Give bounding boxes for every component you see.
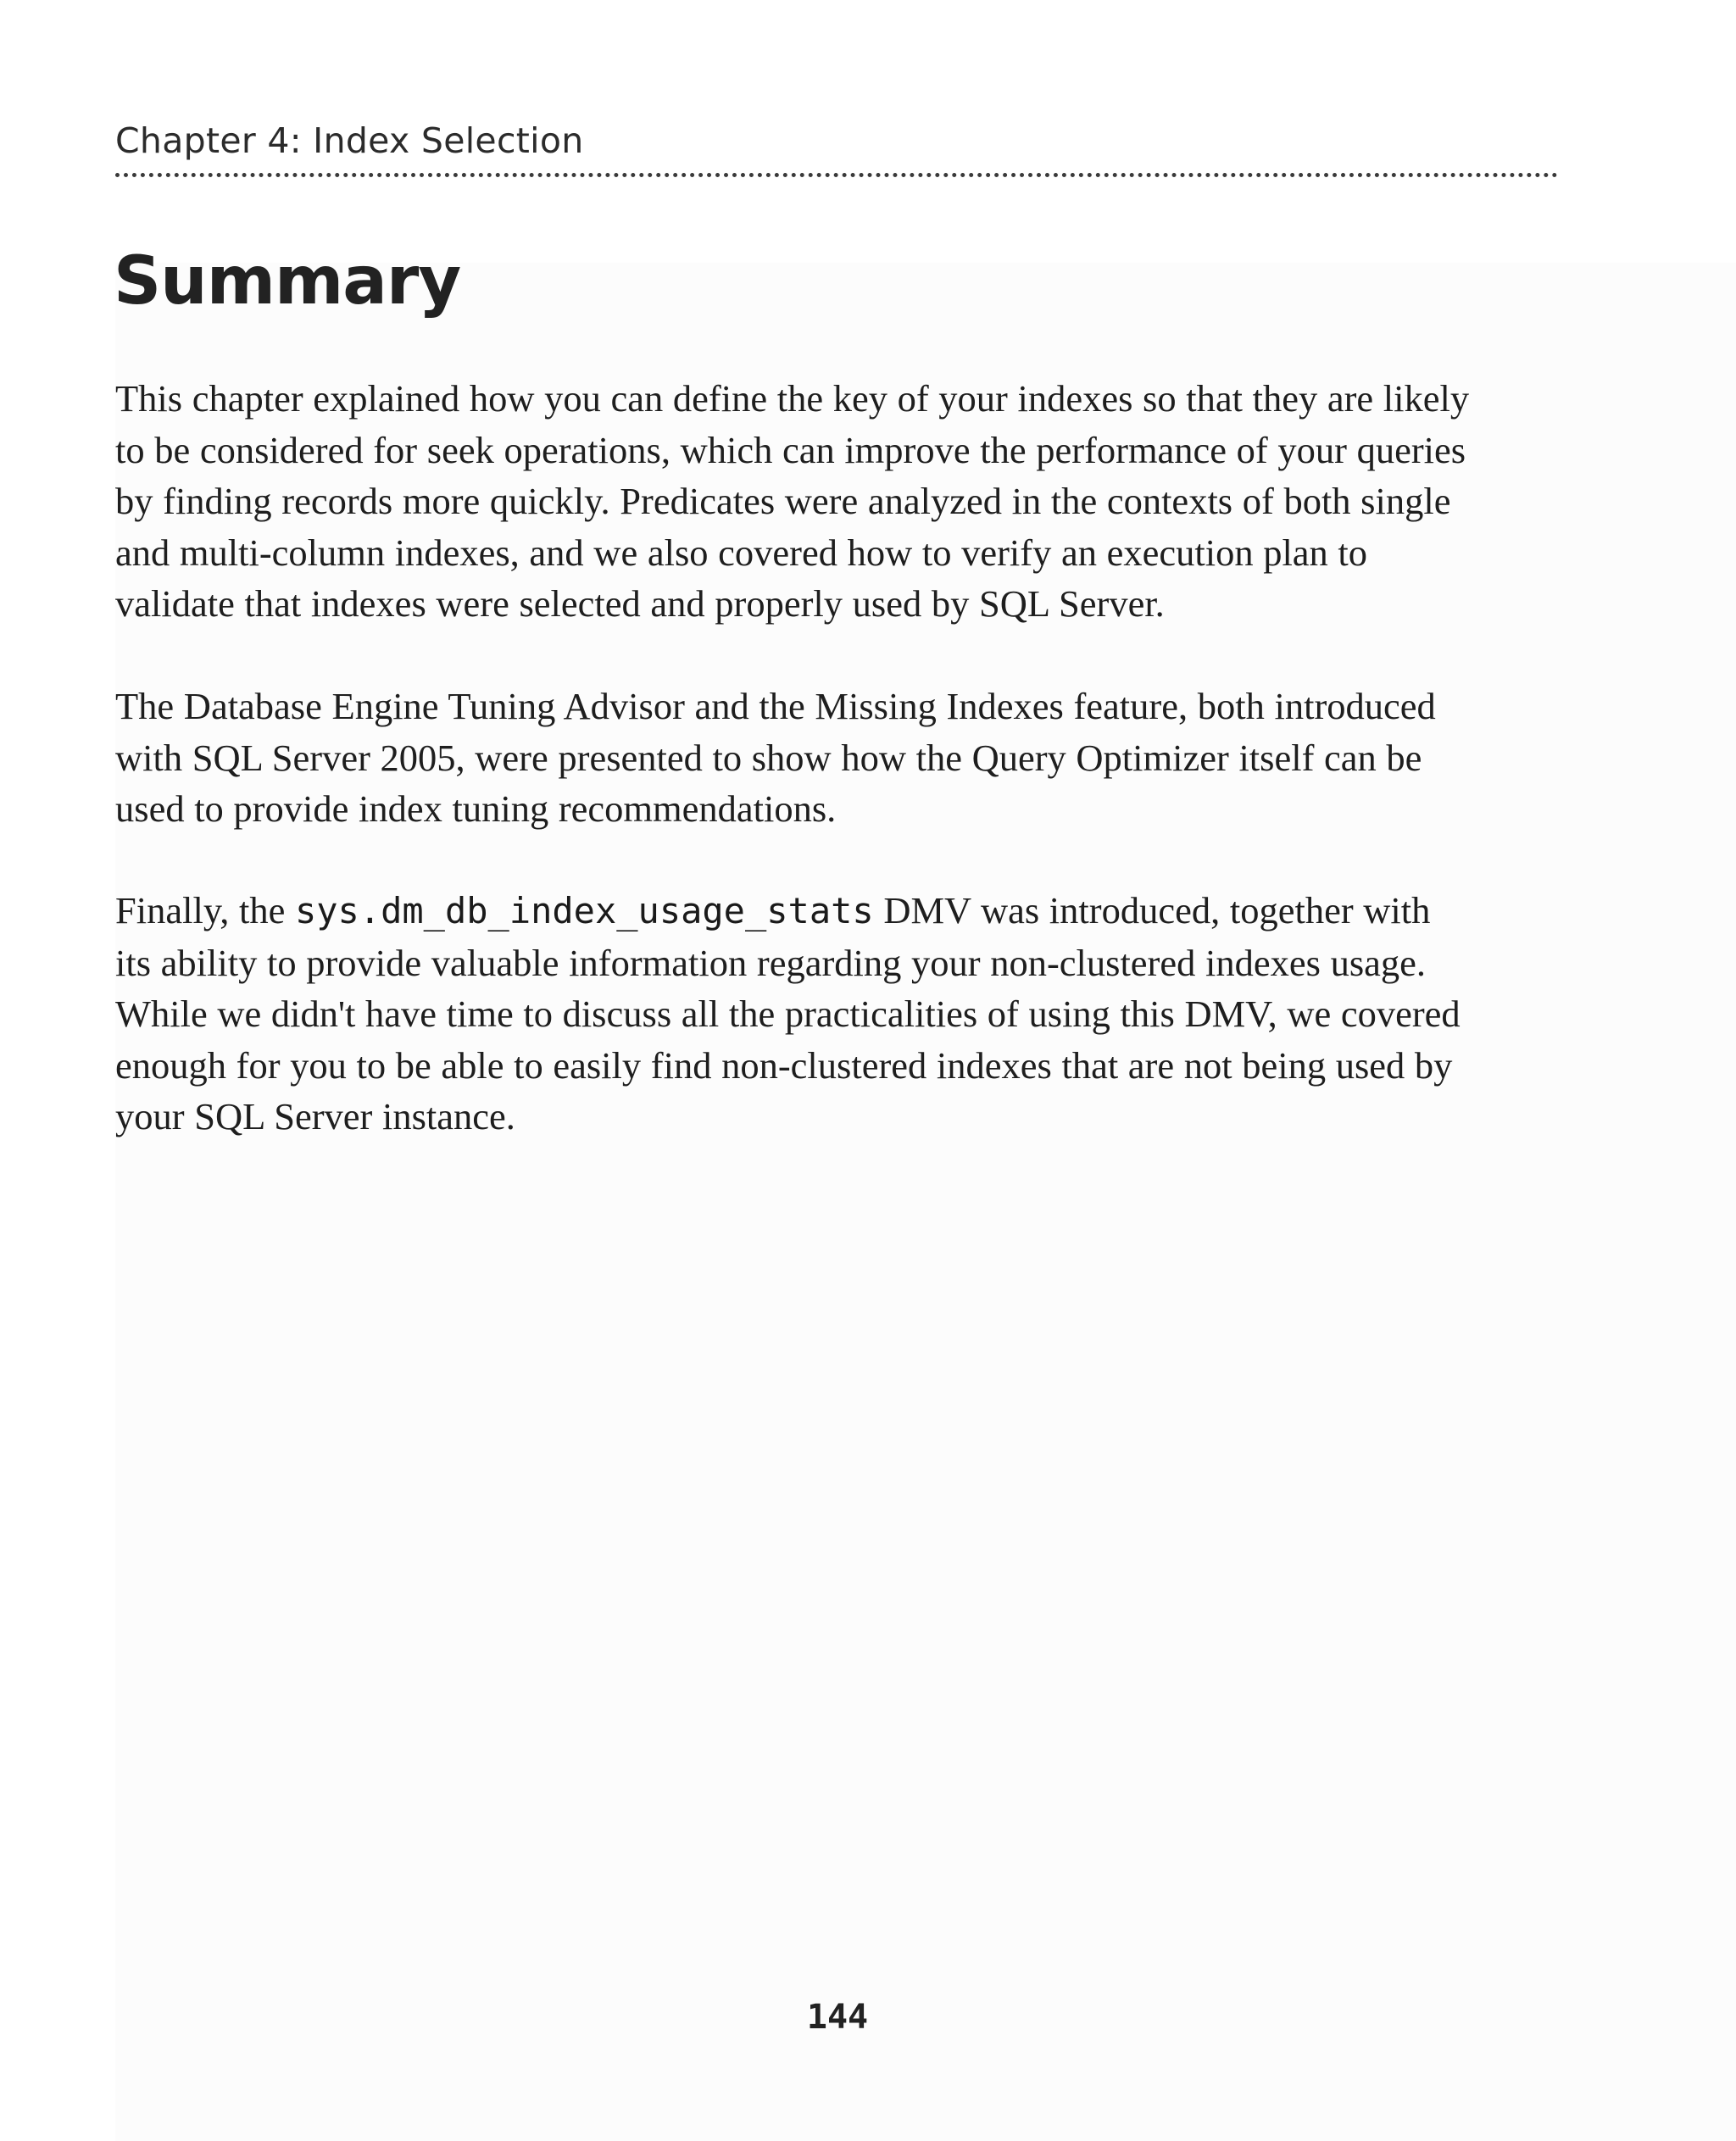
text-line: its ability to provide valuable information regarding your non-clustered indexes usage. [115, 941, 1427, 984]
text-line: validate that indexes were selected and properly used by SQL Server. [115, 582, 1165, 626]
text-line: your SQL Server instance. [115, 1095, 515, 1138]
dotted-divider [115, 173, 1558, 177]
text-line: used to provide index tuning recommendations. [115, 787, 837, 831]
text-line: with SQL Server 2005, were presented to show how the Query Optimizer itself can be [115, 736, 1422, 779]
paragraph-tuning-advisor [115, 681, 1573, 835]
page-number: 144 [806, 1998, 869, 2037]
chapter-title: Chapter 4: Index Selection [115, 120, 584, 161]
text-line: by finding records more quickly. Predicates were analyzed in the contexts of both single [115, 480, 1451, 523]
text-line [115, 885, 1573, 937]
text-line: The Database Engine Tuning Advisor and the Missing Indexes feature, both introduced [115, 685, 1436, 727]
section-heading: Summary [114, 243, 461, 320]
running-header [115, 115, 1558, 177]
text-line: to be considered for seek operations, which can improve the performance of your queries [115, 428, 1466, 471]
text-line: enough for you to be able to easily find non-clustered indexes that are not being used by [115, 1043, 1453, 1087]
text-line: and multi-column indexes, and we also covered how to verify an execution plan to [115, 531, 1368, 574]
paragraph-dmv [115, 885, 1573, 1143]
text-fragment: Finally, the [115, 889, 295, 931]
inline-code: sys.dm_db_index_usage_stats [294, 890, 874, 931]
text-fragment: DMV was introduced, together with [873, 889, 1431, 931]
text-line: This chapter explained how you can define the key of your indexes so that they are likely [115, 377, 1470, 420]
text-line: While we didn't have time to discuss all the practicalities of using this DMV, we covered [115, 993, 1461, 1036]
paragraph-chapter-summary [115, 373, 1573, 630]
